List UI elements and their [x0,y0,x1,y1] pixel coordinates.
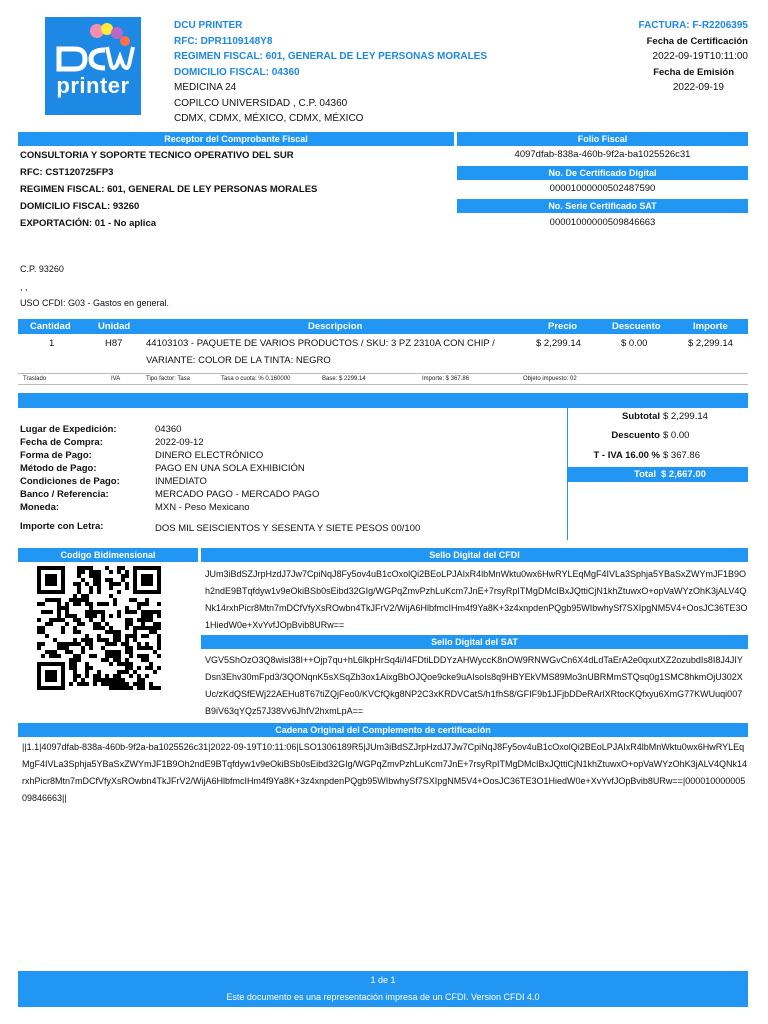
footer [18,971,748,1007]
detail-label: Moneda: [20,502,60,513]
receptor-regimen: REGIMEN FISCAL: 601, GENERAL DE LEY PERSONAS MORALES [20,184,318,195]
receptor-exportacion: EXPORTACIÓN: 01 - No aplica [20,218,157,229]
item-row [18,338,748,372]
tax-row [18,373,748,385]
cadena-header: Cadena Original del Complemento de certificación [18,723,748,737]
detail-row [20,502,250,513]
detail-row [20,450,264,461]
tax-importe: Importe: $ 367.86 [422,376,470,382]
folio-value: 4097dfab-838a-460b-9f2a-ba1025526c31 [514,149,691,160]
issuer-regimen: REGIMEN FISCAL: 601, GENERAL DE LEY PERSONAS MORALES [174,51,488,62]
emision-date: 2022-09-19 [672,82,724,93]
total-bar [568,467,748,482]
item-importe: $ 2,299.14 [688,338,733,349]
qr-code [37,566,161,690]
invoice-number: FACTURA: F-R2206395 [638,20,748,31]
detail-value: 04360 [155,424,182,435]
issuer-info [174,18,487,127]
detail-value: MXN - Peso Mexicano [155,502,250,513]
qr-header: Codigo Bidimensional [18,548,198,562]
col-importe: Importe [693,321,728,332]
invoice-info [548,18,748,96]
cert-date-label: Fecha de Certificación [646,35,748,47]
tax-traslado: Traslado [23,376,47,382]
subtotal-value: $ 2,299.14 [663,411,708,422]
col-descuento: Descuento [612,321,661,332]
tax-objeto: Objeto impuesto: 02 [523,376,577,382]
tax-tipo: Tipo factor: Tasa [146,376,191,382]
cfdi-seal-header: Sello Digital del CFDI [201,548,748,562]
cert-digital-header: No. De Certificado Digital [457,166,748,180]
issuer-name: DCU PRINTER [174,20,243,31]
sat-serie-value: 00001000000509846663 [549,217,656,228]
logo-graphic [45,17,141,115]
item-desc-line1: 44103103 - PAQUETE DE VARIOS PRODUCTOS / SKU: 3 PZ 2310A CON CHIP / [146,338,495,349]
detail-row [20,521,421,534]
col-unidad: Unidad [98,321,131,332]
iva-label: T - IVA 16.00 % [593,450,660,461]
sat-seal-header: Sello Digital del SAT [201,635,748,649]
uso-cfdi: USO CFDI: G03 - Gastos en general. [20,298,170,308]
items-table-header [18,319,748,334]
folio-header: Folio Fiscal [457,132,748,146]
detail-row [20,463,305,474]
issuer-domicilio: DOMICILIO FISCAL: 04360 [174,66,300,78]
company-logo [45,17,141,115]
issuer-rfc: RFC: DPR1109148Y8 [174,35,273,47]
detail-label: Lugar de Expedición: [20,424,117,435]
cadena-original: ||1.1|4097dfab-838a-460b-9f2a-ba1025526c31|2022-09-19T10:11:06|LSO1306189R5|JUm3iBdSZJrpHzdJ7Jw7CpiNqJ8Fy5ov4uB1cOxolQi2BEoLPJAIxR4lbMnWktu0wx6HwRYLEqMgF4IVLa3Sphja5YBaSxZWYmJF1B9Oh2ndE9BTqfdyw1v9eOkiBSb0sEibd32GIg/WGPqZmvPzhLuKcm7JnE+7rsyRpITMgDMcIBxJQttiCjN1khZtuwxO+opVaWYzOhK3jALV4QNk14rxhPicr8Mtn7mDCfVfyXsROwbn4TkJFrV2/WijA6HlbfmcIHm4f9Ya8K+3z4xnpdenPQgb95WIbwhySf7SXIpgNM5V4+OosJC36TE3O1HiedW0e+XvYvfJOpBvib8URw==|00001000000509846663|| [22,742,747,803]
receptor-details [20,150,317,235]
footer-note: Este documento es una representación impresa de un CFDI. Version CFDI 4.0 [226,992,540,1002]
detail-label: Condiciones de Pago: [20,476,120,487]
receptor-commas: , , [20,282,28,292]
detail-row [20,437,204,448]
detail-label: Importe con Letra: [20,521,104,532]
descuento-label: Descuento [611,430,660,441]
detail-value: MERCADO PAGO - MERCADO PAGO [155,489,320,500]
detail-value: DOS MIL SEISCIENTOS Y SESENTA Y SIETE PESOS 00/100 [155,523,421,534]
receptor-rfc: RFC: CST120725FP3 [20,167,114,178]
tax-iva: IVA [111,376,121,382]
receptor-name: CONSULTORIA Y SOPORTE TECNICO OPERATIVO DEL SUR [20,150,294,161]
total-value: $ 2,667.00 [661,469,706,480]
detail-label: Banco / Referencia: [20,489,109,500]
tax-tasa: Tasa o cuota: % 0.160000 [221,376,291,382]
receptor-cp: C.P. 93260 [20,264,64,274]
cert-digital-value: 00001000000502487590 [549,183,656,194]
detail-value: DINERO ELECTRÓNICO [155,450,264,461]
item-desc-line2: VARIANTE: COLOR DE LA TINTA: NEGRO [146,355,331,366]
detail-label: Método de Pago: [20,463,97,474]
col-cantidad: Cantidad [30,321,71,332]
qr-code-graphic [37,566,161,690]
descuento-value: $ 0.00 [663,430,690,441]
cfdi-seal: JUm3iBdSZJrpHzdJ7Jw7CpiNqJ8Fy5ov4uB1cOxolQi2BEoLPJAIxR4lbMnWktu0wx6HwRYLEqMgF4IVLa3Sphja5YBaSxZWYmJF1B9Oh2ndE9BTqfdyw1v9eOkiBSb0sEibd32GIg/WGPqZmvPzhLuKcm7JnE+7rsyRpITMgDMcIBxJQttiCjN1khZtuwxO+opVaWYzOhK3jALV4QNk14rxhPicr8Mtn7mDCfVfyXsROwbn4TkJFrV2/WijA6HlbfmcIHm4f9Ya8K+3z4xnpdenPQgb95WIbwhySf7SXIpgNM5V4+OosJC36TE3O1HiedW0e+XvYvfJOpBvib8URw== [205,569,748,630]
receptor-header: Receptor del Comprobante Fiscal [18,132,454,146]
details-bar [18,393,748,408]
detail-value: PAGO EN UNA SOLA EXHIBICIÓN [155,463,305,474]
detail-row [20,424,182,435]
emision-date-label: Fecha de Emisión [653,66,734,78]
detail-label: Forma de Pago: [20,450,92,461]
col-descripcion: Descripcion [308,321,363,332]
detail-row [20,489,320,500]
col-precio: Precio [548,321,578,332]
tax-base: Base: $ 2299.14 [322,376,366,382]
issuer-colonia: COPILCO UNIVERSIDAD , C.P. 04360 [174,97,348,109]
logo-text: printer [56,73,130,98]
item-cantidad: 1 [49,338,55,349]
cert-date: 2022-09-19T10:11:00 [652,51,748,62]
page-number: 1 de 1 [370,975,396,985]
sat-serie-header: No. Serie Certificado SAT [457,199,748,213]
detail-value: 2022-09-12 [155,437,204,448]
issuer-city: CDMX, CDMX, MÉXICO, CDMX, MÉXICO [174,113,364,124]
detail-label: Fecha de Compra: [20,437,103,448]
receptor-domicilio: DOMICILIO FISCAL: 93260 [20,201,140,212]
detail-value: INMEDIATO [155,476,207,487]
sat-seal: VGV5ShOzO3Q8wisl38I++Ojp7qu+hL6lkpHrSq4i/I4FDtiLDDYzAHWyccK8nOW9RNWGvCn6X4dLdTaErA2e0qxutXZ2ozubdIs8I8J4JIYDsn3Ehv30mFpd3/3QONqnK5sXSqZb3ox1AixgBbOJQoe9cke9uAIsoIs8q9HBYEkVMS89Mo3nUBRMmSTQsq0g1SMC8hkmOjU302XUc/zKdQSfEWj22AEHu8T67tiZQjFeo0/KVCfQkg8NP2C3xKRDVCatS/h1fhS8/GFIF9b1JFjbDDeRArlXRtocKQfxyu6XmG77KWUuqi007B9iV63qYQz57J38Vv6JhfV2hxmLpA== [205,655,743,716]
issuer-street: MEDICINA 24 [174,82,237,93]
detail-row [20,476,207,487]
subtotal-label: Subtotal [622,411,660,422]
item-unidad: H87 [105,338,123,349]
total-label: Total [634,469,656,480]
item-precio: $ 2,299.14 [536,338,581,349]
item-descuento: $ 0.00 [621,338,648,349]
iva-value: $ 367.86 [663,450,700,461]
